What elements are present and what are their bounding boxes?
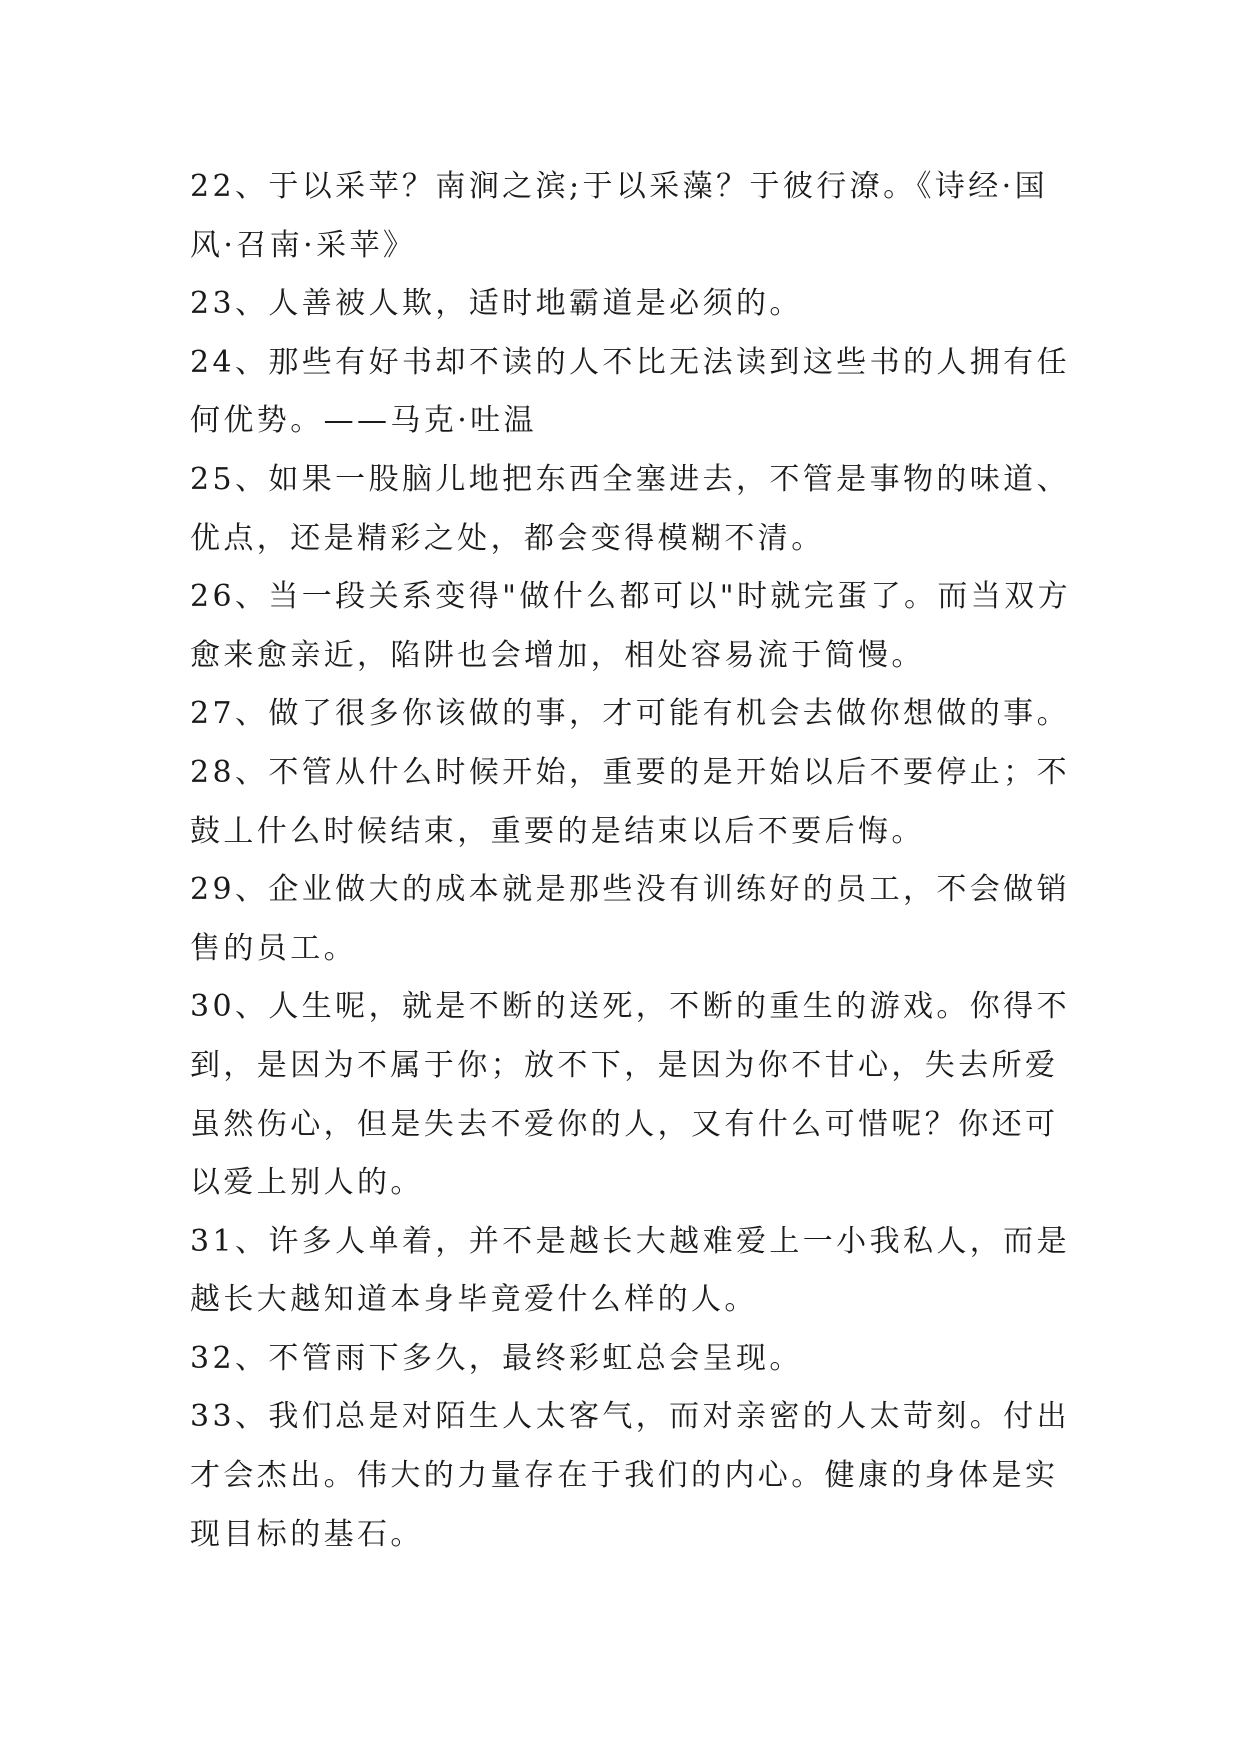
text-line: 30、人生呢，就是不断的送死，不断的重生的游戏。你得不 [190, 989, 1070, 1025]
text-line: 25、如果一股脑儿地把东西全塞进去，不管是事物的味道、 [190, 461, 1070, 497]
text-line: 售的员工。 [190, 930, 357, 966]
text-line: 愈来愈亲近，陷阱也会增加，相处容易流于简慢。 [190, 637, 925, 673]
text-line: 现目标的基石。 [190, 1516, 424, 1552]
text-line: 23、人善被人欺，适时地霸道是必须的。 [190, 286, 803, 322]
text-line: 到，是因为不属于你；放不下，是因为你不甘心，失去所爱 [190, 1047, 1059, 1083]
text-line: 以爱上别人的。 [190, 1165, 424, 1201]
text-line: 28、不管从什么时候开始，重要的是开始以后不要停止；不 [190, 754, 1070, 790]
text-line: 32、不管雨下多久，最终彩虹总会呈现。 [190, 1340, 803, 1376]
text-line: 才会杰出。伟大的力量存在于我们的内心。健康的身体是实 [190, 1458, 1059, 1494]
quote-list [190, 158, 1070, 1564]
text-line: 虽然伤心，但是失去不爱你的人，又有什么可惜呢？你还可 [190, 1106, 1059, 1142]
text-line: 29、企业做大的成本就是那些没有训练好的员工，不会做销 [190, 872, 1070, 908]
text-line: 31、许多人单着，并不是越长大越难爱上一小我私人，而是 [190, 1223, 1070, 1259]
text-line: 33、我们总是对陌生人太客气，而对亲密的人太苛刻。付出 [190, 1399, 1070, 1435]
text-line: 优点，还是精彩之处，都会变得模糊不清。 [190, 520, 825, 556]
text-line: 22、于以采苹？南涧之滨;于以采藻？于彼行潦。《诗经·国 [190, 169, 1049, 204]
text-line: 风·召南·采苹》 [190, 227, 417, 263]
text-line: 24、那些有好书却不读的人不比无法读到这些书的人拥有任 [190, 344, 1070, 380]
text-line: 何优势。——马克·吐温 [190, 403, 537, 439]
text-line: 26、当一段关系变得"做什么都可以"时就完蛋了。而当双方 [190, 579, 1071, 615]
text-line: 越长大越知道本身毕竟爱什么样的人。 [190, 1282, 758, 1318]
text-line: 27、做了很多你该做的事，才可能有机会去做你想做的事。 [190, 696, 1070, 732]
text-line: 鼓丄什么时候结束，重要的是结束以后不要后悔。 [190, 813, 925, 849]
